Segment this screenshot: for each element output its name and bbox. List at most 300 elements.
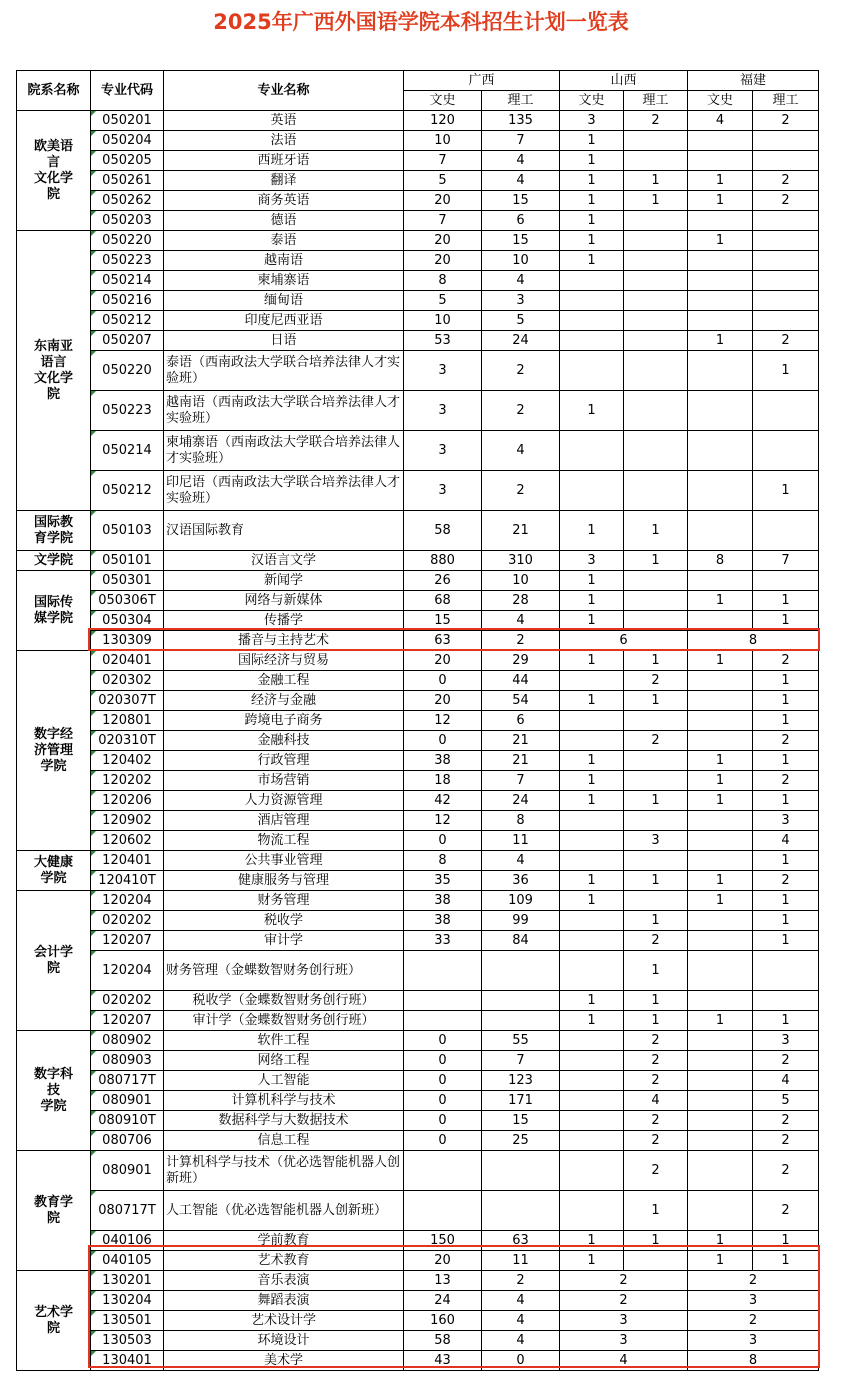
guangxi-wenshi: 0 xyxy=(404,1051,482,1071)
fujian-ligong: 2 xyxy=(753,651,819,671)
enrollment-plan-table xyxy=(16,70,819,1371)
guangxi-ligong: 21 xyxy=(482,731,560,751)
guangxi-wenshi: 0 xyxy=(404,1031,482,1051)
fujian-wenshi xyxy=(688,831,753,851)
shanxi-ligong xyxy=(624,611,688,631)
major-name: 日语 xyxy=(164,331,404,351)
shanxi-wenshi xyxy=(560,1131,624,1151)
guangxi-ligong: 4 xyxy=(482,151,560,171)
major-code: 080902 xyxy=(91,1031,164,1051)
fujian-ligong: 4 xyxy=(753,1071,819,1091)
table-row xyxy=(17,1131,819,1151)
guangxi-ligong: 109 xyxy=(482,891,560,911)
major-name: 金融科技 xyxy=(164,731,404,751)
major-name: 缅甸语 xyxy=(164,291,404,311)
shanxi-ligong xyxy=(624,471,688,511)
guangxi-wenshi: 12 xyxy=(404,811,482,831)
guangxi-wenshi: 26 xyxy=(404,571,482,591)
guangxi-ligong: 2 xyxy=(482,631,560,651)
major-name: 法语 xyxy=(164,131,404,151)
shanxi-ligong: 2 xyxy=(624,1051,688,1071)
major-code: 050201 xyxy=(91,111,164,131)
fujian-wenshi xyxy=(688,1031,753,1051)
shanxi-ligong xyxy=(624,1251,688,1271)
guangxi-wenshi: 160 xyxy=(404,1311,482,1331)
fujian-ligong: 1 xyxy=(753,611,819,631)
shanxi-ligong xyxy=(624,771,688,791)
fujian-wenshi xyxy=(688,1191,753,1231)
table-row xyxy=(17,331,819,351)
table-row xyxy=(17,571,819,591)
shanxi-wenshi xyxy=(560,331,624,351)
fujian-ligong: 1 xyxy=(753,931,819,951)
shanxi-wenshi xyxy=(560,731,624,751)
shanxi-wenshi: 1 xyxy=(560,231,624,251)
fujian-ligong: 2 xyxy=(753,871,819,891)
fujian-wenshi: 1 xyxy=(688,771,753,791)
fujian-wenshi xyxy=(688,811,753,831)
guangxi-ligong: 2 xyxy=(482,391,560,431)
guangxi-ligong: 28 xyxy=(482,591,560,611)
fujian-ligong xyxy=(753,151,819,171)
fujian-ligong: 3 xyxy=(753,1031,819,1051)
major-code: 130309 xyxy=(91,631,164,651)
fujian-ligong: 1 xyxy=(753,851,819,871)
major-name: 信息工程 xyxy=(164,1131,404,1151)
college-name: 会计学 院 xyxy=(17,891,91,1031)
fujian-wenshi xyxy=(688,691,753,711)
guangxi-ligong: 4 xyxy=(482,1331,560,1351)
fujian-ligong xyxy=(753,251,819,271)
shanxi-wenshi xyxy=(560,1071,624,1091)
fujian-ligong: 2 xyxy=(753,1151,819,1191)
guangxi-ligong: 15 xyxy=(482,191,560,211)
shanxi-ligong xyxy=(624,131,688,151)
fujian-ligong: 1 xyxy=(753,591,819,611)
major-name: 计算机科学与技术 xyxy=(164,1091,404,1111)
major-code: 050261 xyxy=(91,171,164,191)
shanxi-ligong: 1 xyxy=(624,691,688,711)
guangxi-ligong: 24 xyxy=(482,791,560,811)
header-major: 专业名称 xyxy=(164,71,404,111)
major-name: 环境设计 xyxy=(164,1331,404,1351)
college-name: 欧美语 言 文化学 院 xyxy=(17,111,91,231)
guangxi-ligong: 7 xyxy=(482,131,560,151)
shanxi-ligong: 1 xyxy=(624,511,688,551)
table-row xyxy=(17,671,819,691)
fujian-ligong: 2 xyxy=(753,171,819,191)
guangxi-ligong: 8 xyxy=(482,811,560,831)
shanxi-ligong: 1 xyxy=(624,551,688,571)
guangxi-wenshi: 53 xyxy=(404,331,482,351)
major-code: 050203 xyxy=(91,211,164,231)
guangxi-ligong xyxy=(482,991,560,1011)
major-name: 网络与新媒体 xyxy=(164,591,404,611)
shanxi-ligong xyxy=(624,311,688,331)
fujian-wenshi xyxy=(688,991,753,1011)
table-row xyxy=(17,1311,819,1331)
fujian-wenshi xyxy=(688,711,753,731)
table-row xyxy=(17,791,819,811)
major-code: 120206 xyxy=(91,791,164,811)
major-name: 印度尼西亚语 xyxy=(164,311,404,331)
major-code: 050205 xyxy=(91,151,164,171)
table-row xyxy=(17,1271,819,1291)
table-row xyxy=(17,611,819,631)
guangxi-ligong: 3 xyxy=(482,291,560,311)
shanxi-ligong: 2 xyxy=(624,1131,688,1151)
shanxi-combined: 2 xyxy=(560,1271,688,1291)
table-row xyxy=(17,231,819,251)
major-code: 080901 xyxy=(91,1091,164,1111)
college-name: 国际传 媒学院 xyxy=(17,571,91,651)
fujian-wenshi xyxy=(688,1091,753,1111)
guangxi-ligong: 135 xyxy=(482,111,560,131)
table-row xyxy=(17,1071,819,1091)
major-name: 泰语 xyxy=(164,231,404,251)
shanxi-wenshi xyxy=(560,271,624,291)
fujian-ligong: 1 xyxy=(753,1011,819,1031)
guangxi-ligong: 4 xyxy=(482,171,560,191)
guangxi-ligong: 55 xyxy=(482,1031,560,1051)
guangxi-wenshi: 3 xyxy=(404,351,482,391)
guangxi-ligong: 6 xyxy=(482,211,560,231)
guangxi-wenshi: 0 xyxy=(404,671,482,691)
major-code: 050214 xyxy=(91,271,164,291)
major-name: 健康服务与管理 xyxy=(164,871,404,891)
shanxi-ligong: 1 xyxy=(624,911,688,931)
guangxi-ligong: 4 xyxy=(482,431,560,471)
guangxi-wenshi: 63 xyxy=(404,631,482,651)
guangxi-ligong: 36 xyxy=(482,871,560,891)
fujian-ligong xyxy=(753,391,819,431)
table-row xyxy=(17,1011,819,1031)
shanxi-wenshi xyxy=(560,951,624,991)
guangxi-wenshi: 8 xyxy=(404,851,482,871)
fujian-ligong: 2 xyxy=(753,1111,819,1131)
fujian-wenshi xyxy=(688,251,753,271)
fujian-wenshi xyxy=(688,311,753,331)
guangxi-wenshi: 0 xyxy=(404,831,482,851)
table-row xyxy=(17,591,819,611)
shanxi-ligong: 2 xyxy=(624,1071,688,1091)
fujian-wenshi: 4 xyxy=(688,111,753,131)
shanxi-wenshi: 1 xyxy=(560,1251,624,1271)
shanxi-wenshi: 1 xyxy=(560,151,624,171)
shanxi-ligong xyxy=(624,291,688,311)
major-name: 公共事业管理 xyxy=(164,851,404,871)
shanxi-wenshi: 1 xyxy=(560,611,624,631)
table-row xyxy=(17,1111,819,1131)
shanxi-ligong: 1 xyxy=(624,171,688,191)
guangxi-wenshi: 0 xyxy=(404,1071,482,1091)
college-name: 国际教 育学院 xyxy=(17,511,91,551)
shanxi-ligong xyxy=(624,891,688,911)
fujian-combined: 8 xyxy=(688,631,819,651)
fujian-wenshi: 8 xyxy=(688,551,753,571)
major-code: 080901 xyxy=(91,1151,164,1191)
fujian-wenshi: 1 xyxy=(688,791,753,811)
fujian-ligong: 2 xyxy=(753,1191,819,1231)
shanxi-combined: 3 xyxy=(560,1331,688,1351)
shanxi-wenshi xyxy=(560,351,624,391)
major-name: 柬埔寨语 xyxy=(164,271,404,291)
table-row xyxy=(17,891,819,911)
fujian-ligong: 2 xyxy=(753,1131,819,1151)
major-name: 行政管理 xyxy=(164,751,404,771)
shanxi-wenshi xyxy=(560,431,624,471)
shanxi-ligong xyxy=(624,571,688,591)
guangxi-wenshi: 12 xyxy=(404,711,482,731)
shanxi-ligong: 1 xyxy=(624,191,688,211)
shanxi-ligong: 1 xyxy=(624,651,688,671)
major-code: 130501 xyxy=(91,1311,164,1331)
major-name: 税收学 xyxy=(164,911,404,931)
major-name: 美术学 xyxy=(164,1351,404,1371)
major-name: 财务管理 xyxy=(164,891,404,911)
major-name: 市场营销 xyxy=(164,771,404,791)
fujian-wenshi: 1 xyxy=(688,1231,753,1251)
guangxi-wenshi: 58 xyxy=(404,1331,482,1351)
guangxi-ligong: 171 xyxy=(482,1091,560,1111)
fujian-wenshi xyxy=(688,611,753,631)
fujian-wenshi xyxy=(688,931,753,951)
table-row xyxy=(17,291,819,311)
fujian-wenshi xyxy=(688,271,753,291)
major-name: 英语 xyxy=(164,111,404,131)
guangxi-ligong: 7 xyxy=(482,771,560,791)
shanxi-wenshi: 1 xyxy=(560,591,624,611)
guangxi-wenshi: 18 xyxy=(404,771,482,791)
guangxi-ligong xyxy=(482,951,560,991)
fujian-wenshi xyxy=(688,951,753,991)
major-code: 120801 xyxy=(91,711,164,731)
shanxi-ligong: 1 xyxy=(624,991,688,1011)
shanxi-ligong xyxy=(624,431,688,471)
guangxi-ligong: 21 xyxy=(482,511,560,551)
fujian-combined: 3 xyxy=(688,1331,819,1351)
fujian-wenshi: 1 xyxy=(688,191,753,211)
major-code: 040106 xyxy=(91,1231,164,1251)
guangxi-wenshi: 15 xyxy=(404,611,482,631)
shanxi-ligong: 1 xyxy=(624,871,688,891)
shanxi-ligong: 2 xyxy=(624,1111,688,1131)
fujian-ligong: 1 xyxy=(753,1231,819,1251)
shanxi-ligong xyxy=(624,331,688,351)
shanxi-ligong xyxy=(624,231,688,251)
shanxi-wenshi xyxy=(560,291,624,311)
fujian-wenshi xyxy=(688,1111,753,1131)
table-row xyxy=(17,771,819,791)
header-ligong: 理工 xyxy=(753,91,819,111)
fujian-ligong xyxy=(753,431,819,471)
fujian-ligong xyxy=(753,311,819,331)
fujian-ligong: 1 xyxy=(753,471,819,511)
fujian-wenshi xyxy=(688,151,753,171)
guangxi-wenshi xyxy=(404,1011,482,1031)
shanxi-wenshi xyxy=(560,1091,624,1111)
major-code: 050304 xyxy=(91,611,164,631)
fujian-ligong: 1 xyxy=(753,791,819,811)
shanxi-wenshi: 1 xyxy=(560,571,624,591)
guangxi-wenshi: 58 xyxy=(404,511,482,551)
shanxi-combined: 3 xyxy=(560,1311,688,1331)
shanxi-ligong: 1 xyxy=(624,1191,688,1231)
fujian-ligong: 1 xyxy=(753,711,819,731)
header-ligong: 理工 xyxy=(482,91,560,111)
major-name: 人工智能（优必选智能机器人创新班） xyxy=(164,1191,404,1231)
shanxi-wenshi xyxy=(560,811,624,831)
shanxi-ligong xyxy=(624,251,688,271)
fujian-wenshi xyxy=(688,1051,753,1071)
fujian-ligong xyxy=(753,511,819,551)
shanxi-wenshi: 1 xyxy=(560,211,624,231)
table-row xyxy=(17,1251,819,1271)
major-code: 050207 xyxy=(91,331,164,351)
table-row xyxy=(17,991,819,1011)
shanxi-wenshi: 1 xyxy=(560,391,624,431)
guangxi-ligong: 84 xyxy=(482,931,560,951)
major-code: 050212 xyxy=(91,311,164,331)
major-code: 050220 xyxy=(91,351,164,391)
shanxi-wenshi: 1 xyxy=(560,791,624,811)
major-name: 审计学 xyxy=(164,931,404,951)
major-name: 数据科学与大数据技术 xyxy=(164,1111,404,1131)
major-code: 050220 xyxy=(91,231,164,251)
guangxi-wenshi: 10 xyxy=(404,311,482,331)
table-row xyxy=(17,511,819,551)
major-name: 艺术教育 xyxy=(164,1251,404,1271)
fujian-ligong xyxy=(753,951,819,991)
fujian-wenshi: 1 xyxy=(688,891,753,911)
fujian-wenshi xyxy=(688,511,753,551)
guangxi-ligong: 11 xyxy=(482,831,560,851)
fujian-wenshi: 1 xyxy=(688,231,753,251)
shanxi-combined: 4 xyxy=(560,1351,688,1371)
major-code: 120401 xyxy=(91,851,164,871)
fujian-ligong xyxy=(753,211,819,231)
guangxi-wenshi: 20 xyxy=(404,231,482,251)
major-code: 080717T xyxy=(91,1071,164,1091)
shanxi-wenshi: 1 xyxy=(560,651,624,671)
shanxi-wenshi: 1 xyxy=(560,171,624,191)
major-name: 音乐表演 xyxy=(164,1271,404,1291)
shanxi-wenshi xyxy=(560,851,624,871)
guangxi-wenshi: 5 xyxy=(404,291,482,311)
table-row xyxy=(17,351,819,391)
table-row xyxy=(17,111,819,131)
fujian-ligong: 4 xyxy=(753,831,819,851)
guangxi-wenshi: 38 xyxy=(404,751,482,771)
shanxi-ligong: 1 xyxy=(624,791,688,811)
header-code: 专业代码 xyxy=(91,71,164,111)
major-code: 130503 xyxy=(91,1331,164,1351)
table-row xyxy=(17,691,819,711)
guangxi-wenshi: 68 xyxy=(404,591,482,611)
major-name: 人工智能 xyxy=(164,1071,404,1091)
table-row xyxy=(17,1031,819,1051)
shanxi-wenshi: 1 xyxy=(560,771,624,791)
major-name: 印尼语（西南政法大学联合培养法律人才实验班） xyxy=(164,471,404,511)
shanxi-ligong xyxy=(624,751,688,771)
fujian-wenshi xyxy=(688,291,753,311)
major-name: 网络工程 xyxy=(164,1051,404,1071)
major-code: 020302 xyxy=(91,671,164,691)
guangxi-wenshi: 20 xyxy=(404,1251,482,1271)
major-code: 020310T xyxy=(91,731,164,751)
guangxi-wenshi xyxy=(404,1151,482,1191)
guangxi-wenshi: 10 xyxy=(404,131,482,151)
fujian-wenshi xyxy=(688,1071,753,1091)
table-row xyxy=(17,551,819,571)
major-name: 国际经济与贸易 xyxy=(164,651,404,671)
guangxi-wenshi: 3 xyxy=(404,471,482,511)
major-name: 酒店管理 xyxy=(164,811,404,831)
fujian-combined: 3 xyxy=(688,1291,819,1311)
guangxi-wenshi: 38 xyxy=(404,891,482,911)
guangxi-wenshi xyxy=(404,951,482,991)
table-row xyxy=(17,151,819,171)
college-name: 数字经 济管理 学院 xyxy=(17,651,91,851)
shanxi-ligong xyxy=(624,351,688,391)
fujian-wenshi: 1 xyxy=(688,171,753,191)
guangxi-ligong: 11 xyxy=(482,1251,560,1271)
guangxi-wenshi: 20 xyxy=(404,651,482,671)
guangxi-wenshi: 7 xyxy=(404,211,482,231)
major-name: 人力资源管理 xyxy=(164,791,404,811)
fujian-ligong: 1 xyxy=(753,891,819,911)
shanxi-wenshi: 1 xyxy=(560,511,624,551)
shanxi-wenshi xyxy=(560,931,624,951)
fujian-wenshi xyxy=(688,471,753,511)
shanxi-ligong: 2 xyxy=(624,111,688,131)
major-code: 050301 xyxy=(91,571,164,591)
table-row xyxy=(17,191,819,211)
major-code: 080717T xyxy=(91,1191,164,1231)
major-name: 越南语 xyxy=(164,251,404,271)
major-name: 翻译 xyxy=(164,171,404,191)
table-row xyxy=(17,951,819,991)
major-code: 080706 xyxy=(91,1131,164,1151)
guangxi-ligong: 15 xyxy=(482,231,560,251)
guangxi-wenshi: 33 xyxy=(404,931,482,951)
fujian-wenshi xyxy=(688,571,753,591)
major-code: 120204 xyxy=(91,891,164,911)
header-wenshi: 文史 xyxy=(688,91,753,111)
shanxi-wenshi: 1 xyxy=(560,251,624,271)
table-row xyxy=(17,251,819,271)
shanxi-ligong xyxy=(624,711,688,731)
major-code: 120204 xyxy=(91,951,164,991)
guangxi-ligong: 5 xyxy=(482,311,560,331)
fujian-combined: 8 xyxy=(688,1351,819,1371)
guangxi-wenshi: 20 xyxy=(404,251,482,271)
shanxi-ligong: 2 xyxy=(624,671,688,691)
guangxi-ligong: 29 xyxy=(482,651,560,671)
major-name: 新闻学 xyxy=(164,571,404,591)
guangxi-ligong: 54 xyxy=(482,691,560,711)
fujian-ligong: 2 xyxy=(753,191,819,211)
major-code: 050262 xyxy=(91,191,164,211)
guangxi-wenshi xyxy=(404,1191,482,1231)
table-row xyxy=(17,311,819,331)
header-wenshi: 文史 xyxy=(404,91,482,111)
table-row xyxy=(17,211,819,231)
fujian-wenshi xyxy=(688,211,753,231)
fujian-wenshi: 1 xyxy=(688,751,753,771)
college-name: 数字科 技 学院 xyxy=(17,1031,91,1151)
table-row xyxy=(17,811,819,831)
